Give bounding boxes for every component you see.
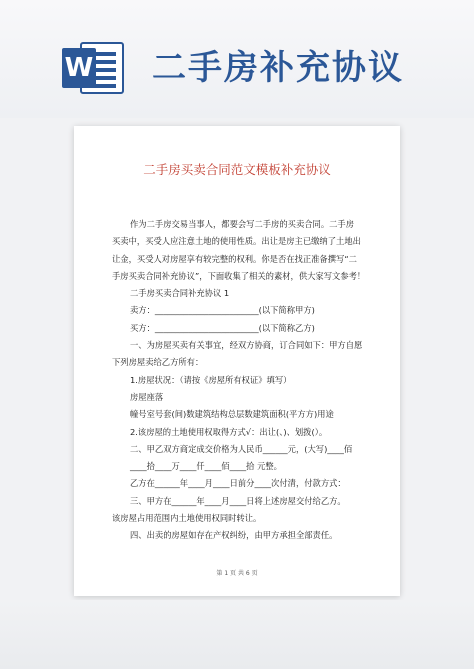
word-icon-badge: W: [62, 48, 96, 88]
body-line: 一、为房屋买卖有关事宜，经双方协商，订合同如下：甲方自愿: [130, 340, 363, 351]
document-body: [112, 216, 370, 545]
body-line: 下列房屋卖给乙方所有：: [112, 357, 204, 368]
word-document-icon: [62, 40, 124, 96]
body-line: 幢号室号套(间)数建筑结构总层数建筑面积(平方方)用途: [130, 409, 334, 420]
body-line: 乙方在______年____月____日前分____次付清，付款方式：: [130, 478, 346, 489]
banner-title: 二手房补充协议: [152, 48, 404, 88]
body-line: 让金，买受人对房屋享有较完整的权利。你是否在找正准备撰写“二: [112, 253, 357, 264]
document-page: [74, 126, 400, 596]
body-line: 三、甲方在______年____月____日将上述房屋交付给乙方。: [130, 495, 346, 506]
body-line: 卖方：_________________________(以下简称甲方): [130, 305, 315, 316]
body-line: 房屋座落: [130, 391, 164, 402]
body-line: 二、甲乙双方商定成交价格为人民币______元，(大写)____佰: [130, 443, 353, 454]
body-line: 该房屋占用范围内土地使用权同时转让。: [112, 513, 262, 524]
body-line: 1.房屋状况：（请按《房屋所有权证》填写）: [130, 374, 292, 385]
body-line: 买卖中，买受人应注意土地的使用性质。出让是房主已缴纳了土地出: [112, 236, 361, 247]
document-title: 二手房买卖合同范文模板补充协议: [143, 162, 331, 177]
body-line: 二手房买卖合同补充协议 1: [130, 288, 230, 299]
bottom-background: [0, 600, 474, 669]
body-line: 四、出卖的房屋如存在产权纠纷，由甲方承担全部责任。: [130, 530, 338, 541]
body-line: 手房买卖合同补充协议”，下面收集了相关的素材，供大家写文参考！: [112, 270, 366, 281]
body-line: 作为二手房交易当事人，都要会写二手房的买卖合同。二手房: [130, 219, 355, 229]
header-banner: [0, 0, 474, 118]
body-line: ____拾____万____仟____佰____拾 元整。: [130, 461, 282, 472]
body-line: 2.该房屋的土地使用权取得方式√：出让(、)、划拨(）。: [130, 426, 328, 437]
page-number-footer: 第 1 页 共 6 页: [216, 570, 258, 577]
body-line: 买方：_________________________(以下简称乙方): [130, 322, 315, 333]
